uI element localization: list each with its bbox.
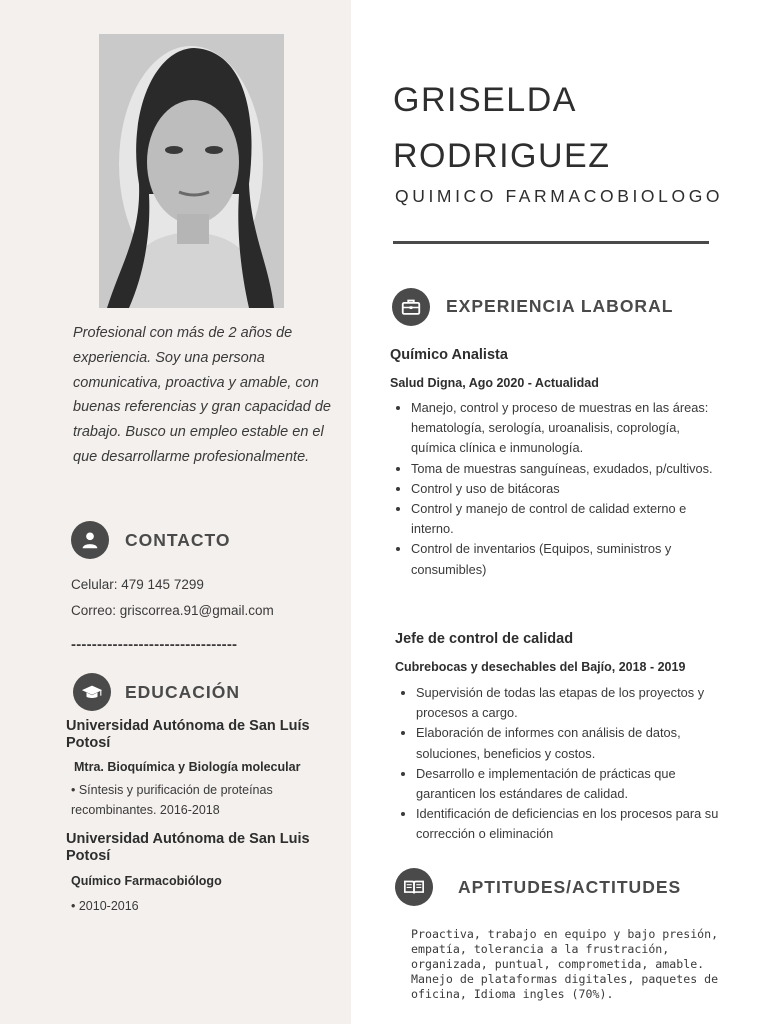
- education-degree: Químico Farmacobiólogo: [71, 874, 222, 888]
- skills-text: [411, 927, 721, 1002]
- job-duty: • Desarrollo e implementación de prácticas que garanticen los estándares de calidad.: [416, 764, 731, 804]
- job-duty: • Control y manejo de control de calidad externo e interno.: [411, 499, 721, 539]
- book-icon: [395, 868, 433, 906]
- job-duties: [395, 683, 731, 845]
- education-degree: Mtra. Bioquímica y Biología molecular: [74, 760, 301, 774]
- header-rule: [393, 241, 709, 244]
- graduation-cap-icon: [73, 673, 111, 711]
- section-divider: --------------------------------: [71, 636, 238, 653]
- job-title: Jefe de control de calidad: [395, 631, 574, 647]
- job-company: Salud Digna, Ago 2020 - Actualidad: [390, 376, 599, 390]
- job-duty: • Toma de muestras sanguíneas, exudados, p/cultivos.: [411, 459, 721, 479]
- job-duty: • Supervisión de todas las etapas de los proyectos y procesos a cargo.: [416, 683, 731, 723]
- education-school: Universidad Autónoma de San Luis Potosí: [66, 831, 310, 864]
- skills-heading: APTITUDES/ACTITUDES: [458, 877, 682, 897]
- job-duty: • Control y uso de bitácoras: [411, 479, 721, 499]
- profile-photo: [99, 34, 284, 308]
- job-role: QUIMICO FARMACOBIOLOGO: [395, 186, 724, 206]
- full-name: [393, 72, 611, 184]
- job-duty: • Control de inventarios (Equipos, suministros y consumibles): [411, 539, 721, 579]
- experience-heading: EXPERIENCIA LABORAL: [446, 296, 674, 316]
- contact-heading: CONTACTO: [125, 530, 231, 550]
- job-duties: [390, 398, 721, 580]
- education-school: Universidad Autónoma de San Luís Potosí: [66, 718, 310, 751]
- contact-email[interactable]: Correo: griscorrea.91@gmail.com: [71, 603, 274, 618]
- skills-technical: Manejo de plataformas digitales, paquetes de oficina, Idioma ingles (70%).: [411, 972, 719, 1001]
- job-duty: • Identificación de deficiencias en los procesos para su corrección o eliminación: [416, 804, 731, 844]
- job-title: Químico Analista: [390, 347, 508, 363]
- education-heading: EDUCACIÓN: [125, 682, 240, 702]
- last-name: RODRIGUEZ: [393, 137, 611, 175]
- education-details: • 2010-2016: [71, 899, 139, 913]
- first-name: GRISELDA: [393, 81, 577, 119]
- profile-summary: Profesional con más de 2 años de experiencia. Soy una persona comunicativa, proactiva y amable, con buenas referencias y gran capacidad de trabajo. Busco un empleo estable en el que desarrollarme profesionalmente.: [73, 325, 331, 465]
- job-duty: • Manejo, control y proceso de muestras en las áreas: hematología, serología, uroanalisis, coprología, química clínica e inmunología.: [411, 398, 721, 459]
- job-company: Cubrebocas y desechables del Bajío, 2018 - 2019: [395, 660, 686, 674]
- contact-phone: Celular: 479 145 7299: [71, 577, 204, 592]
- briefcase-icon: [392, 288, 430, 326]
- education-details: • Síntesis y purificación de proteínas recombinantes. 2016-2018: [71, 783, 273, 817]
- job-duty: • Elaboración de informes con análisis de datos, soluciones, beneficios y costos.: [416, 723, 731, 763]
- person-icon: [71, 521, 109, 559]
- skills-soft: Proactiva, trabajo en equipo y bajo presión, empatía, tolerancia a la frustración, organizada, puntual, comprometida, amable.: [411, 927, 719, 971]
